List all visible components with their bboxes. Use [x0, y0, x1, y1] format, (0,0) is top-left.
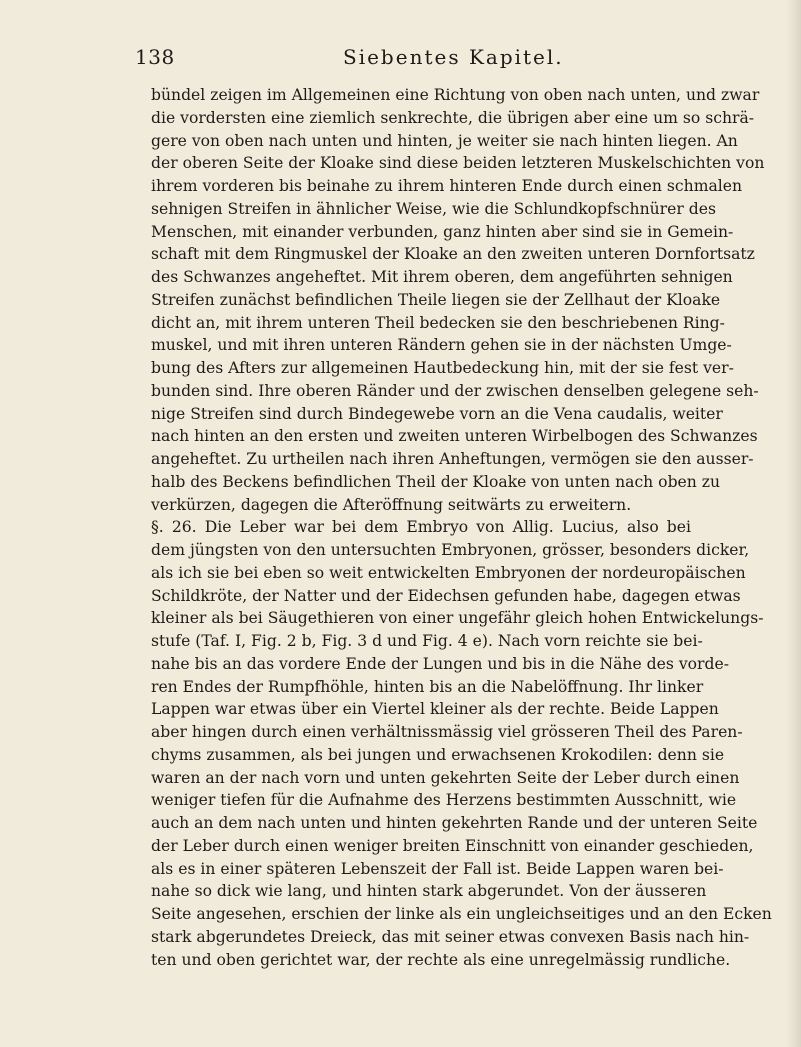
- text-line: schaft mit dem Ringmuskel der Kloake an den zweiten unteren Dornfortsatz: [151, 245, 755, 264]
- text-line: weniger tiefen für die Aufnahme des Herzens bestimmten Ausschnitt, wie: [151, 791, 737, 810]
- text-line: Seite angesehen, erschien der linke als ein ungleichseitiges und an den Ecken: [151, 905, 772, 923]
- text-line: Schildkröte, der Natter und der Eidechsen gefunden habe, dagegen etwas: [151, 586, 741, 605]
- text-line: angeheftet. Zu urtheilen nach ihren Anheftungen, vermögen sie den ausser-: [151, 450, 754, 468]
- body-text: [151, 84, 772, 971]
- text-line: ren Endes der Rumpfhöhle, hinten bis an die Nabelöffnung. Ihr linker: [151, 677, 704, 696]
- text-line: halb des Beckens befindlichen Theil der Kloake von unten nach oben zu: [151, 472, 721, 491]
- text-line: nahe so dick wie lang, und hinten stark abgerundet. Von der äusseren: [151, 882, 707, 901]
- text-line: auch an dem nach unten und hinten gekehrten Rande und der unteren Seite: [151, 814, 758, 832]
- running-head: [135, 45, 695, 75]
- text-line: der oberen Seite der Kloake sind diese beiden letzteren Muskelschichten von: [151, 154, 765, 173]
- text-line: Menschen, mit einander verbunden, ganz hinten aber sind sie in Gemein-: [151, 222, 734, 241]
- text-line: bunden sind. Ihre oberen Ränder und der zwischen denselben gelegene seh-: [151, 381, 759, 400]
- page-number: 138: [135, 45, 175, 69]
- text-line: muskel, und mit ihren unteren Rändern gehen sie in der nächsten Umge-: [151, 336, 732, 355]
- text-line: Streifen zunächst befindlichen Theile liegen sie der Zellhaut der Kloake: [151, 290, 721, 309]
- text-line: stufe (Taf. I, Fig. 2 b, Fig. 3 d und Fig. 4 e). Nach vorn reichte sie bei-: [151, 632, 703, 650]
- page-edge-shadow: [787, 0, 801, 1047]
- text-line: kleiner als bei Säugethieren von einer ungefähr gleich hohen Entwickelungs-: [151, 609, 764, 628]
- text-line: ihrem vorderen bis beinahe zu ihrem hinteren Ende durch einen schmalen: [151, 177, 743, 195]
- text-line: gere von oben nach unten und hinten, je weiter sie nach hinten liegen. An: [151, 131, 738, 150]
- text-line: die vordersten eine ziemlich senkrechte, die übrigen aber eine um so schrä-: [151, 108, 755, 127]
- text-line: dem jüngsten von den untersuchten Embryonen, grösser, besonders dicker,: [151, 541, 750, 559]
- text-line: aber hingen durch einen verhältnissmässig viel grösseren Theil des Paren-: [151, 723, 743, 741]
- text-line: bung des Afters zur allgemeinen Hautbedeckung hin, mit der sie fest ver-: [151, 359, 734, 377]
- text-line: Lappen war etwas über ein Viertel kleiner als der rechte. Beide Lappen: [151, 700, 719, 719]
- text-line: chyms zusammen, als bei jungen und erwachsenen Krokodilen: denn sie: [151, 745, 725, 764]
- text-line: der Leber durch einen weniger breiten Einschnitt von einander geschieden,: [151, 836, 754, 855]
- text-line: sehnigen Streifen in ähnlicher Weise, wie die Schlundkopfschnürer des: [151, 199, 716, 218]
- text-line: des Schwanzes angeheftet. Mit ihrem oberen, dem angeführten sehnigen: [151, 268, 733, 286]
- chapter-title: Siebentes Kapitel.: [343, 45, 564, 69]
- text-line: dicht an, mit ihrem unteren Theil bedecken sie den beschriebenen Ring-: [151, 313, 725, 332]
- text-line: ten und oben gerichtet war, der rechte als eine unregelmässig rundliche.: [151, 950, 731, 969]
- text-line: nige Streifen sind durch Bindegewebe vorn an die Vena caudalis, weiter: [151, 404, 723, 423]
- text-line: nahe bis an das vordere Ende der Lungen und bis in die Nähe des vorde-: [151, 654, 729, 673]
- text-line: als ich sie bei eben so weit entwickelten Embryonen der nordeuropäischen: [151, 563, 746, 582]
- paragraph-end-line: verkürzen, dagegen die Afteröffnung seitwärts zu erweitern.: [151, 495, 632, 514]
- text-line: als es in einer späteren Lebenszeit der Fall ist. Beide Lappen waren bei-: [151, 859, 724, 878]
- text-line: bündel zeigen im Allgemeinen eine Richtung von oben nach unten, und zwar: [151, 86, 760, 104]
- text-line: §. 26. Die Leber war bei dem Embryo von Allig. Lucius, also bei: [151, 518, 691, 537]
- text-line: nach hinten an den ersten und zweiten unteren Wirbelbogen des Schwanzes: [151, 427, 758, 446]
- text-line: waren an der nach vorn und unten gekehrten Seite der Leber durch einen: [151, 768, 740, 787]
- text-line: stark abgerundetes Dreieck, das mit seiner etwas convexen Basis nach hin-: [151, 927, 750, 946]
